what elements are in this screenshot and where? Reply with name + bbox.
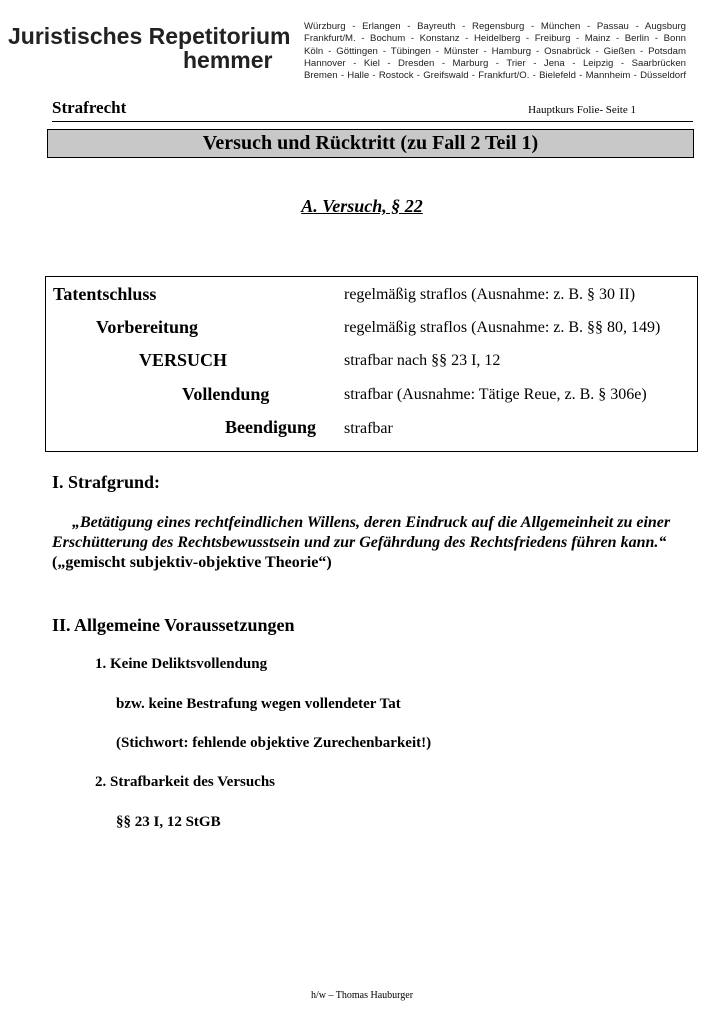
stage-description: strafbar (Ausnahme: Tätige Reue, z. B. § 306e) <box>344 386 647 403</box>
stage-name: Beendigung <box>225 417 317 437</box>
stage-description: regelmäßig straflos (Ausnahme: z. B. § 30 II) <box>344 286 636 303</box>
city-line: Würzburg - Erlangen - Bayreuth - Regensburg - München - Passau - Augsburg <box>304 21 686 32</box>
city-line: Hannover - Kiel - Dresden - Marburg - Trier - Jena - Leipzig - Saarbrücken <box>304 57 686 69</box>
list-item: 2. Strafbarkeit des Versuchs <box>95 774 276 790</box>
quote-italic: „Betätigung eines rechtfeindlichen Willens, deren Eindruck auf die Allgemeinheit zu einer Erschütterung des Rechtsbewusstsein und zur Gefährdung des Rechtsfriedens führen kann.“ <box>52 514 671 551</box>
city-line: Bremen - Halle - Rostock - Greifswald - Frankfurt/O. - Bielefeld - Mannheim - Düsseldorf <box>304 70 686 82</box>
list-item-detail: (Stichwort: fehlende objektive Zurechenbarkeit!) <box>116 735 432 751</box>
brand-name-line1: Juristisches Repetitorium <box>8 23 291 49</box>
slide-page-label: Hauptkurs Folie- Seite 1 <box>528 104 636 116</box>
stage-name: Vorbereitung <box>96 317 199 337</box>
subject-label: Strafrecht <box>52 98 127 117</box>
section-subheading <box>0 196 724 217</box>
city-line: Köln - Göttingen - Tübingen - Münster - Hamburg - Osnabrück - Gießen - Potsdam <box>304 45 686 57</box>
stage-name: Vollendung <box>182 384 270 404</box>
stage-name: VERSUCH <box>139 350 228 370</box>
stages-table <box>45 276 698 452</box>
list-item-detail: bzw. keine Bestrafung wegen vollendeter Tat <box>116 696 401 712</box>
footer-author: h/w – Thomas Hauburger <box>310 990 414 1001</box>
stage-description: strafbar nach §§ 23 I, 12 <box>344 352 501 369</box>
quote-theory: („gemischt subjektiv-objektive Theorie“) <box>52 554 332 571</box>
section-heading: II. Allgemeine Voraussetzungen <box>52 615 295 635</box>
brand-name-line2: hemmer <box>183 47 273 73</box>
list-item: 1. Keine Deliktsvollendung <box>95 656 268 672</box>
header-divider <box>52 121 693 122</box>
subheading-text: A. Versuch, § 22 <box>301 196 423 216</box>
city-list <box>304 21 686 82</box>
page-title: Versuch und Rücktritt (zu Fall 2 Teil 1) <box>47 129 694 158</box>
stage-description: strafbar <box>344 420 393 437</box>
list-item-detail: §§ 23 I, 12 StGB <box>116 814 221 830</box>
strafgrund-quote <box>52 513 692 573</box>
stage-name: Tatentschluss <box>53 284 157 304</box>
city-line: Frankfurt/M. - Bochum - Konstanz - Heidelberg - Freiburg - Mainz - Berlin - Bonn <box>304 33 686 45</box>
section-heading: I. Strafgrund: <box>52 472 161 492</box>
stage-description: regelmäßig straflos (Ausnahme: z. B. §§ 80, 149) <box>344 319 661 336</box>
